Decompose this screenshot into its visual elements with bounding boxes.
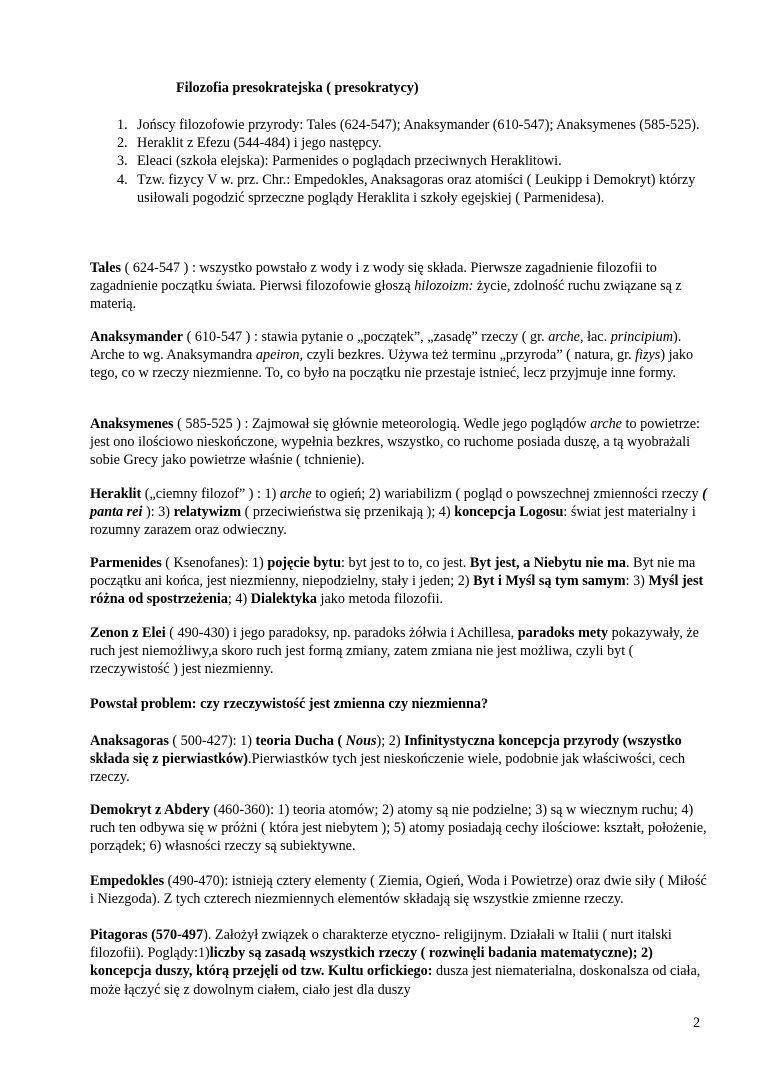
key-concept: Byt i Myśl są tym samym xyxy=(473,573,626,590)
problem-heading: Powstał problem: czy rzeczywistość jest zmienna czy niezmienna? xyxy=(90,696,489,712)
term: arche xyxy=(590,416,622,432)
outline-text: Tzw. fizycy V w. prz. Chr.: Empedokles, Anaksagoras oraz atomiści ( Leukipp i Demokryt) którzy usiłowali pogodzić sprzeczne poglądy Heraklita i szkoły egejskiej ( Parmenidesa). xyxy=(137,171,696,206)
section-text: : 3) xyxy=(625,573,649,590)
term: arche, xyxy=(548,329,584,345)
philosopher-name: Tales xyxy=(90,260,122,276)
section-parmenides xyxy=(90,554,712,609)
section-heraklit xyxy=(90,485,712,540)
term-bold: Nous xyxy=(342,733,377,749)
section-text: (490-470): istnieją cztery elementy ( Ziemia, Ogień, Woda i Powietrze) oraz dwie siły ( Miłość i Niezgoda). Z tych czterech niezmiennych elementów składają się wszystkie zmienne rzeczy. xyxy=(90,873,707,908)
page-title: Filozofia presokratejska ( presokratycy) xyxy=(176,80,419,96)
philosopher-name: Anaksymander xyxy=(90,329,184,345)
outline-number: 3. xyxy=(117,153,128,170)
outline-number: 2. xyxy=(117,135,128,152)
section-text: ). Arche to wg. Anaksymandra xyxy=(90,329,682,364)
key-concept: relatywizm xyxy=(173,504,242,521)
outline-number: 1. xyxy=(117,117,128,133)
section-text: to ogień; 2) wariabilizm ( pogląd o powszechnej zmienności rzeczy xyxy=(311,486,703,502)
key-concept: paradoks mety xyxy=(517,625,609,641)
section-text: (460-360): 1) teoria atomów; 2) atomy są nie podzielne; 3) są w wiecznym ruchu; 4) ruch ten odbywa się w próżni ( która jest niebytem ); 5) atomy posiadają cechy ilościowe: kształt, położenie, porządek; 6) własności rzeczy są subiektywne. xyxy=(90,802,707,855)
section-pitagoras xyxy=(90,926,712,999)
philosopher-name: Heraklit xyxy=(90,486,142,502)
philosopher-name: Pitagoras (570-497 xyxy=(90,927,204,943)
section-anaksagoras xyxy=(90,732,712,787)
section-text: dusza jest niematerialna, doskonalsza od ciała, może łączyć się z dowolnym ciałem, ciało jest dla duszy xyxy=(90,963,701,998)
section-text: życie, zdolność ruchu związane są z materią. xyxy=(90,278,682,313)
philosopher-name: Zenon z Elei xyxy=(90,625,166,641)
section-text: . Byt nie ma początku ani końca, jest niezmienny, niepodzielny, stały i jeden; 2) xyxy=(90,555,696,590)
section-text: ( 624-547 ) : wszystko powstało z wody i z wody się składa. Pierwsze zagadnienie filozofii to zagadnienie początku świata. Pierwsi filozofowie głoszą xyxy=(90,260,657,295)
key-concept: liczby są zasadą wszystkich rzeczy ( rozwinęli badania matematyczne); 2) koncepcja duszy, którą przejęli od tzw. Kultu orfickiego: xyxy=(90,945,653,980)
section-text: czyli bezkres. Używa też terminu „przyroda” ( natura, gr. xyxy=(303,347,636,364)
section-text: ( 585-525 ) : Zajmował się głównie meteorologią. Wedle jego poglądów xyxy=(173,416,591,432)
section-anaksymander xyxy=(90,328,712,383)
key-concept: Byt jest, a Niebytu nie ma xyxy=(469,555,626,571)
section-text: ( Ksenofanes): 1) xyxy=(161,555,268,571)
term: hilozoizm: xyxy=(414,278,474,295)
section-demokryt xyxy=(90,801,712,856)
term-bold: ( panta rei xyxy=(90,486,707,521)
section-text: ( 500-427): 1) xyxy=(168,733,256,749)
section-text: ) jako tego, co w rzeczy niezmienne. To, co było na początku nie przestaje istnieć, lecz przyjmuje inne formy. xyxy=(90,347,694,382)
term: apeiron, xyxy=(255,347,304,364)
section-text: ); 2) xyxy=(376,733,405,749)
philosopher-name: Anaksagoras xyxy=(90,733,169,749)
section-text: łac. xyxy=(583,329,611,345)
section-text: ( 490-430) i jego paradoksy, np. paradoks żółwia i Achillesa, xyxy=(165,625,518,641)
section-text: ( przeciwieństwa się przenikają ); 4) xyxy=(241,504,455,521)
section-text: : świat jest materialny i rozumny zarazem oraz odwieczny. xyxy=(90,504,696,539)
section-empedokles xyxy=(90,872,712,908)
term: fizys xyxy=(635,347,661,364)
philosopher-name: Anaksymenes xyxy=(90,416,174,432)
outline-text: Jońscy filozofowie przyrody: Tales (624-547); Anaksymander (610-547); Anaksymenes (585-525). xyxy=(137,117,700,133)
philosopher-name: Parmenides xyxy=(90,555,162,571)
section-text: („ciemny filozof” ) : 1) xyxy=(141,486,280,502)
section-text: ; 4) xyxy=(227,591,251,608)
term: arche xyxy=(279,486,312,502)
key-concept: pojęcie bytu xyxy=(267,555,342,571)
section-text: .Pierwiastków tych jest nieskończenie wiele, podobnie jak właściwości, cech rzeczy. xyxy=(90,751,685,786)
term: principium xyxy=(610,329,673,345)
section-text: : byt jest to to, co jest. xyxy=(341,555,470,571)
outline-number: 4. xyxy=(117,171,128,188)
key-concept: Dialektyka xyxy=(250,591,317,608)
page-number: 2 xyxy=(693,1015,701,1031)
key-concept: teoria Ducha ( xyxy=(255,733,343,749)
key-concept: Myśl jest różna od spostrzeżenia xyxy=(90,573,704,608)
outline-item xyxy=(117,152,717,170)
section-text: jako metoda filozofii. xyxy=(317,591,444,608)
outline-item xyxy=(117,134,717,152)
section-anaksymenes xyxy=(90,415,712,470)
section-text: ). Założył związek o charakterze etyczno- religijnym. Działali w Italii ( nurt italski filozofii). Poglądy:1) xyxy=(90,927,672,962)
philosopher-name: Demokryt z Abdery xyxy=(90,802,210,818)
section-tales xyxy=(90,259,712,314)
section-text: ): 3) xyxy=(142,504,174,521)
philosopher-name: Empedokles xyxy=(90,873,165,889)
section-text: to powietrze: jest ono ilościowo nieskończone, wypełnia bezkres, wszystko, co ruchome posiada duszę, a tą wyobrażali sobie Grecy jako powietrze właśnie ( tchnienie). xyxy=(90,416,700,469)
section-text: pokazywały, że ruch jest niemożliwy,a skoro ruch jest formą zmiany, zatem zmiana nie jest możliwa, czyli byt ( rzeczywistość ) jest niezmienny. xyxy=(90,625,699,678)
outline-item xyxy=(117,171,717,207)
outline-text: Eleaci (szkoła elejska): Parmenides o poglądach przeciwnych Heraklitowi. xyxy=(137,153,562,170)
outline-text: Heraklit z Efezu (544-484) i jego następcy. xyxy=(137,135,382,152)
section-text: ( 610-547 ) : stawia pytanie o „początek”, „zasadę” rzeczy ( gr. xyxy=(183,329,549,345)
key-concept: koncepcja Logosu xyxy=(454,504,564,521)
section-zenon xyxy=(90,624,712,679)
outline-item xyxy=(117,116,717,134)
key-concept: Infinitystyczna koncepcja przyrody (wszystko składa się z pierwiastków) xyxy=(90,733,682,768)
outline-list xyxy=(117,116,717,207)
